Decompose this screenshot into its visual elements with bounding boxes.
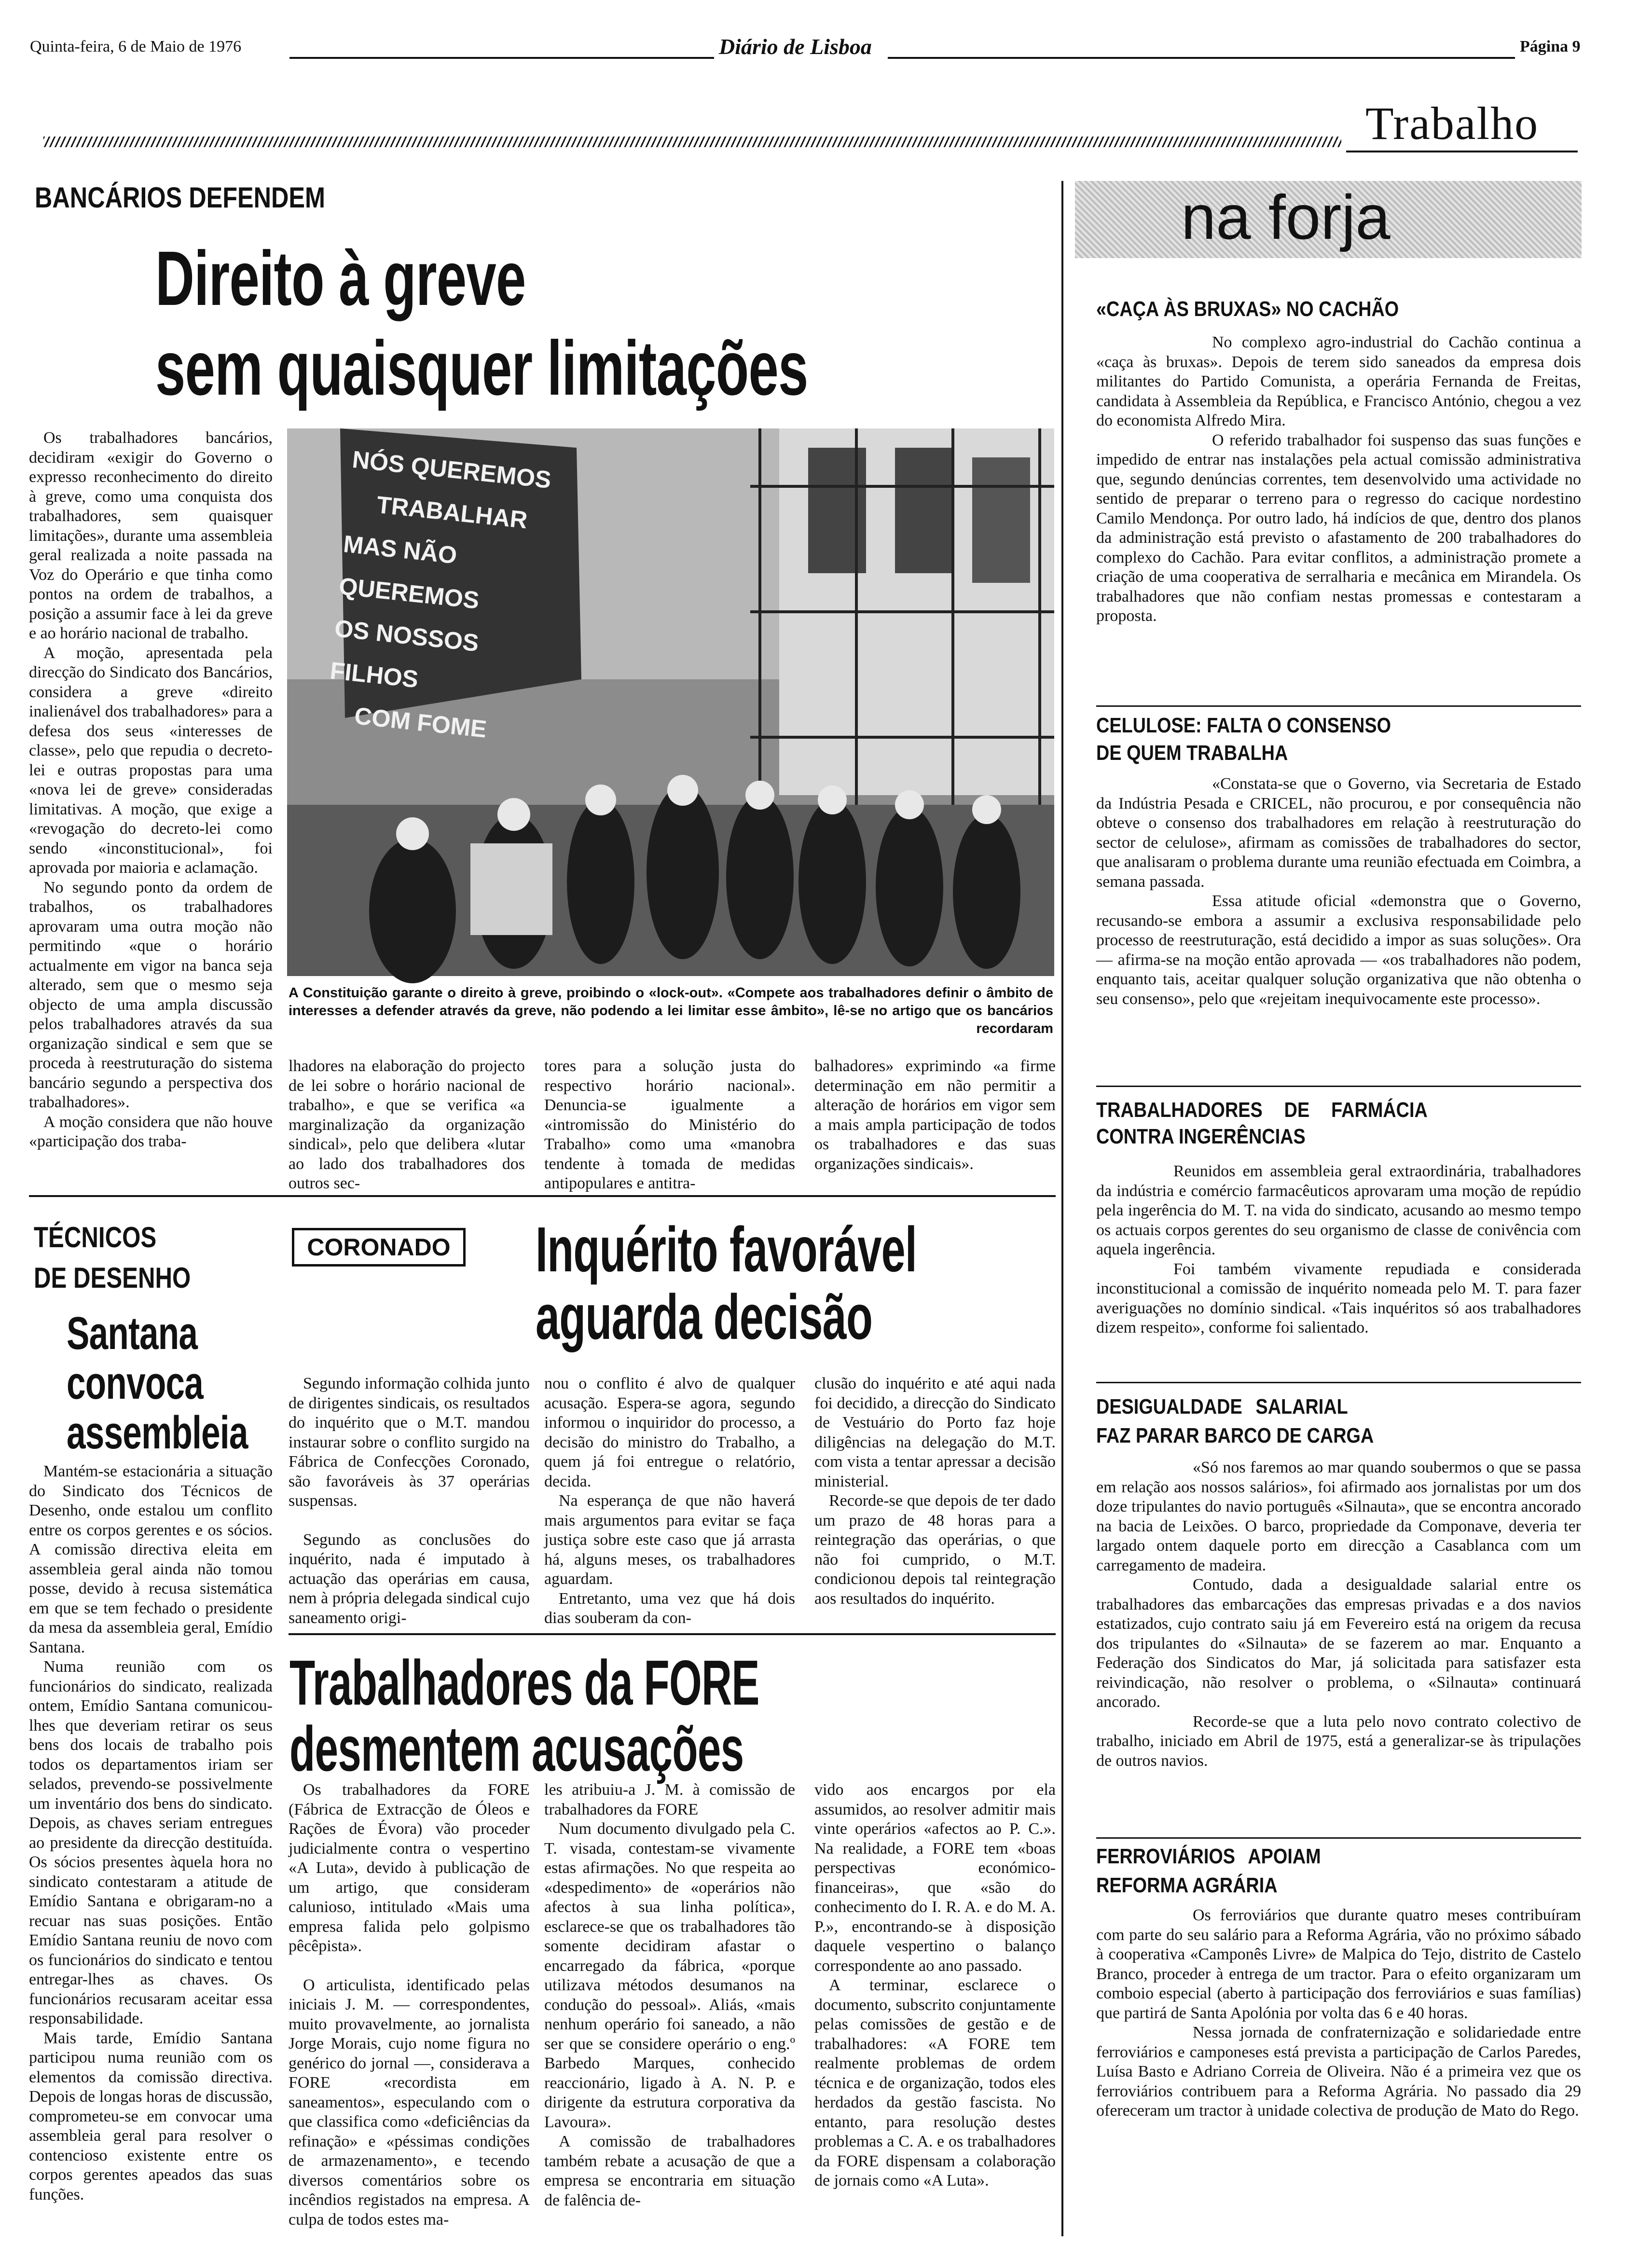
photo-banner-line5: COM FOME xyxy=(353,702,488,743)
masthead-paper: Diário de Lisboa xyxy=(719,34,872,59)
main-col4 xyxy=(814,1057,1056,1184)
fore-col2-p1: les atribuiu-a J. M. à comissão de trabalhadores da FORE xyxy=(544,1781,795,1818)
fore-headline-1: Trabalhadores da FORE xyxy=(289,1647,759,1718)
tecnicos-headline-3: assembleia xyxy=(67,1407,248,1459)
photo-banner-line4: OS NOSSOS FILHOS xyxy=(329,614,480,693)
coronado-col1-p1: Segundo informação colhida junto de dirigentes sindicais, os resultados do inquérito que o M.T. mandou instaurar sobre o conflito surgido na Fábrica de Confecções Coronado, são favoráveis às 37 operárias suspensas. xyxy=(289,1375,530,1510)
coronado-label: CORONADO xyxy=(292,1228,466,1267)
tecnicos-p2: Numa reunião com os funcionários do sindicato, realizada ontem, Emídio Santana comunicou-lhes que deveriam retirar os seus bens dos locais de trabalho pois todos os departamentos iriam ser selados, prevendo-se possivelmente um inventário dos bens do sindicato. Depois, as chaves seriam entregues ao presidente da direcção destituída. Os sócios presentes àquela hora no sindicato contestaram a atitude de Emídio Santana e obrigaram-no a recuar nas suas posições. Então Emídio Santana reuniu de novo com os funcionários do sindicato e tentou entregar-lhes as chaves. Os funcionários recusaram aceitar essa responsabilidade. xyxy=(29,1658,273,2027)
sidebar-ferroviarios-body xyxy=(1096,1906,1581,2239)
tecnicos-kicker-2: DE DESENHO xyxy=(34,1262,191,1294)
fore-col1-p1: Os trabalhadores da FORE (Fábrica de Extracção de Óleos e Rações de Évora) vão proceder judicialmente contra o vespertino «A Luta», devido à publicação de um artigo, que consideram calunioso, intitulado «Mais uma empresa falida pelo golpismo pêcêpista». xyxy=(289,1781,530,1955)
sidebar-cachao-body xyxy=(1096,333,1581,700)
sidebar-rule-3 xyxy=(1096,1382,1581,1383)
masthead-page: Página 9 xyxy=(1520,38,1581,55)
main-photo xyxy=(287,428,1054,976)
fore-col2-p3: A comissão de trabalhadores também rebate a acusação de que a empresa se encontraria em situação de falência de- xyxy=(544,2133,795,2209)
sidebar-rule-2 xyxy=(1096,1086,1581,1087)
coronado-col2 xyxy=(544,1374,795,1627)
sidebar-farmacia-p2: Foi também vivamente repudiada e considerada inconstitucional a comissão de inquérito nomeada pelo M. T. para fazer averiguações no domínio sindical. «Tais inquéritos só aos trabalhadores dizem respeito», conforme foi salientado. xyxy=(1096,1260,1581,1336)
main-col1 xyxy=(29,428,273,1184)
fore-col2-p2: Num documento divulgado pela C. T. visada, contestam-se vivamente estas afirmações. No que respeita ao «despedimento» de «operários não afectos à sua linha política», esclarece-se que os trabalhadores tão somente decidiram afastar o encarregado da fábrica, «porque utilizava métodos desumanos na condução do pessoal». Aliás, «mais nenhum operário foi saneado, a não ser que se considere operário o eng.º Barbedo Marques, conhecido reaccionário, ligado à A. N. P. e dirigente da estrutura corporativa da Lavoura». xyxy=(544,1820,795,2131)
main-headline-line2: sem quaisquer limitações xyxy=(155,325,808,411)
sidebar-salarial-body xyxy=(1096,1458,1581,1834)
tecnicos-headline-1: Santana xyxy=(67,1308,198,1359)
sidebar-salarial-p1: «Só nos faremos ao mar quando soubermos o que se passa em relação aos nossos salários», foi afirmado aos jornalistas por um dos doze tripulantes do navio português «Silnauta», que se encontra ancorado na bacia de Leixões. O barco, propriedade da Componave, deveria ter largado ontem daquele porto em direcção a Casablanca com um carregamento de madeira. xyxy=(1096,1459,1581,1574)
masthead-rule-right xyxy=(888,57,1515,59)
fore-col2 xyxy=(544,1780,795,2234)
sidebar-celulose-body xyxy=(1096,774,1581,1083)
sidebar-heading-ferroviarios-2: REFORMA AGRÁRIA xyxy=(1096,1873,1278,1897)
sidebar-title-box xyxy=(1075,181,1582,258)
fore-headline-2: desmentem acusações xyxy=(289,1713,744,1784)
sidebar-heading-cachao: «CAÇA ÀS BRUXAS» NO CACHÃO xyxy=(1096,297,1399,321)
sidebar-divider xyxy=(1061,181,1063,2236)
tecnicos-body xyxy=(29,1462,273,2227)
sidebar-heading-salarial-2: FAZ PARAR BARCO DE CARGA xyxy=(1096,1424,1374,1447)
sidebar-cachao-p1: No complexo agro-industrial do Cachão continua a «caça às bruxas». Depois de terem sido saneados da empresa dois militantes do Partido Comunista, a operária Fernanda de Freitas, candidata à Assembleia da República, e Francisco António, chegou a vez do economista Alfredo Mira. xyxy=(1096,333,1581,429)
coronado-col2-p3: Entretanto, uma vez que há dois dias souberam da con- xyxy=(544,1589,795,1627)
sidebar-heading-ferroviarios-1: FERROVIÁRIOS APOIAM xyxy=(1096,1845,1321,1868)
coronado-col3-p2: Recorde-se que depois de ter dado um prazo de 48 horas para a reintegração das operárias, o que não foi cumprido, o M.T. condicionou depois tal reintegração aos resultados do inquérito. xyxy=(814,1492,1056,1608)
sidebar-salarial-p3: Recorde-se que a luta pelo novo contrato colectivo de trabalho, iniciado em Abril de 1975, está a generalizar-se às tripulações de outros navios. xyxy=(1096,1712,1581,1770)
masthead-rule-left xyxy=(289,57,714,59)
main-headline-line1: Direito à greve xyxy=(155,235,526,321)
main-kicker: BANCÁRIOS DEFENDEM xyxy=(35,181,326,214)
section-rule xyxy=(1346,151,1578,152)
sidebar-heading-salarial-1: DESIGUALDADE SALARIAL xyxy=(1096,1395,1348,1418)
coronado-col3 xyxy=(814,1374,1056,1615)
section-hatch-band xyxy=(43,137,1341,147)
main-col1-p4: A moção considera que não houve «participação dos traba- xyxy=(29,1113,273,1150)
main-col1-p2: A moção, apresentada pela direcção do Sindicato dos Bancários, considera a greve «direito inalienável dos trabalhadores» para a defesa dos seus «interesses de classe», pelo que repudia o decreto-lei e outras propostas para uma «nova lei de greve» consideradas limitativas. A moção, que exige a «revogação do decreto-lei como sendo «inconstitucional», foi aprovada por maioria e aclamação. xyxy=(29,644,273,877)
main-col2-text: lhadores na elaboração do projecto de lei sobre o horário nacional de trabalho», e que se verifica «a marginalização da organização sindical», pelo que delibera «lutar ao lado dos trabalhadores dos outros sec- xyxy=(289,1057,525,1192)
fore-col3-p1: vido aos encargos por ela assumidos, ao resolver admitir mais vinte operários «afectos ao P. C.». Na realidade, a FORE tem «boas perspectivas económico-financeiras», que «são do conhecimento do I. R. A. e do M. A. P.», encontrando-se à disposição daquele vespertino o balanço correspondente ao ano passado. xyxy=(814,1781,1056,1975)
coronado-col1 xyxy=(289,1374,530,1627)
sidebar-celulose-p1: «Constata-se que o Governo, via Secretaria de Estado da Indústria Pesada e CRICEL, não procurou, e por consequência não obteve o consenso dos trabalhadores em relação à reestruturação do sector de celulose», afirmam as comissões de trabalhadores do sector, que analisaram o problema durante uma reunião efectuada em Coimbra, a semana passada. xyxy=(1096,775,1581,891)
coronado-col2-p1: nou o conflito é alvo de qualquer acusação. Espera-se agora, segundo informou o inquiridor do processo, a decisão do ministro do Trabalho, a quem já foi entregue o relatório, decida. xyxy=(544,1375,795,1490)
sidebar-salarial-p2: Contudo, dada a desigualdade salarial entre os trabalhadores das embarcações das empresas privadas e a dos navios estatizados, cujo contrato saiu já em Fevereiro está na origem da recusa dos tripulantes do «Silnauta» de se fazerem ao mar. Enquanto a Federação dos Sindicatos do Mar, já solicitada para satisfazer esta reivindicação, não resolver o problema, o «Silnauta» continuará ancorado. xyxy=(1096,1576,1581,1711)
fore-col1 xyxy=(289,1780,530,2234)
sidebar-farmacia-body xyxy=(1096,1162,1581,1379)
coronado-headline-1: Inquérito favorável xyxy=(536,1214,917,1285)
main-col3 xyxy=(544,1057,795,1192)
main-col4-text: balhadores» exprimindo «a firme determinação em não permitir a alteração de horários em vigor sem a mais ampla participação de todos os trabalhadores e das suas organizações sindicais». xyxy=(814,1057,1056,1173)
photo-banner-line1: NÓS QUEREMOS xyxy=(351,445,553,494)
coronado-col2-p2: Na esperança de que não haverá mais argumentos para evitar se faça justiça sobre este caso que já arrasta há, alguns meses, os trabalhadores aguardam. xyxy=(544,1492,795,1588)
main-col1-p3: No segundo ponto da ordem de trabalhos, os trabalhadores aprovaram uma outra moção não permitindo «que o horário actualmente em vigor na banca seja alterado, sem que o mesmo seja objecto de uma ampla discussão pelos trabalhadores através da sua organização sindical e sem que se proceda à reestruturação do sistema bancário segundo a perspectiva dos trabalhadores». xyxy=(29,878,273,1111)
sidebar-title: na forja xyxy=(1181,182,1390,252)
sidebar-rule-4 xyxy=(1096,1837,1581,1839)
tecnicos-p1: Mantém-se estacionária a situação do Sindicato dos Técnicos de Desenho, onde estalou um conflito entre os corpos gerentes e os sócios. A comissão directiva eleita em assembleia geral ainda não tomou posse, devido à recusa sistemática em que se tem fechado o presidente da mesa da assembleia geral, Emídio Santana. xyxy=(29,1462,273,1656)
main-bottom-rule xyxy=(29,1195,1056,1197)
coronado-col3-p1: clusão do inquérito e até aqui nada foi decidido, a direcção do Sindicato de Vestuário do Porto faz hoje diligências na delegação do M.T. com vista a tentar apressar a decisão ministerial. xyxy=(814,1375,1056,1490)
main-col3-text: tores para a solução justa do respectivo horário nacional». Denuncia-se igualmente a «intromissão do Ministério do Trabalho» como uma «manobra tendente à tomada de medidas antipopulares e antitra- xyxy=(544,1057,795,1192)
sidebar-heading-farmacia-2: CONTRA INGERÊNCIAS xyxy=(1096,1125,1306,1148)
coronado-headline-2: aguarda decisão xyxy=(536,1281,873,1352)
fore-col1-p2: O articulista, identificado pelas iniciais J. M. — correspondentes, muito provavelmente, ao jornalista Jorge Morais, cujo nome figura no genérico do jornal —, considerava a FORE «recordista em saneamentos», especulando com o que classifica como «deficiências da refinação» e «péssimas condições de armazenamento», e tecendo diversos comentários sobre os incêndios registados na empresa. A culpa de todos estes ma- xyxy=(289,1976,530,2229)
sidebar-rule-1 xyxy=(1096,705,1581,707)
section-title: Trabalho xyxy=(1365,97,1539,149)
sidebar-ferroviarios-p1: Os ferroviários que durante quatro meses contribuíram com parte do seu salário para a Reforma Agrária, vão no próximo sábado à cooperativa «Camponês Livre» de Malpica do Tejo, distrito de Castelo Branco, proceder à entrega de um tractor. Para o efeito organizaram um comboio especial (aberto à participação dos ferroviários e suas famílias) que partirá de Santa Apolónia por volta das 6 e 40 horas. xyxy=(1096,1906,1581,2022)
tecnicos-p3: Mais tarde, Emídio Santana participou numa reunião com os elementos da comissão directiva. Depois de longas horas de discussão, comprometeu-se em convocar uma assembleia geral para resolver o contencioso existente entre os corpos gerentes apeados das suas funções. xyxy=(29,2029,273,2203)
masthead-date: Quinta-feira, 6 de Maio de 1976 xyxy=(30,38,242,55)
photo-banner-line3: MAS NÃO QUEREMOS xyxy=(337,530,481,614)
sidebar-ferroviarios-p2: Nessa jornada de confraternização e solidariedade entre ferroviários e camponeses está prevista a participação de Carlos Paredes, Luísa Basto e Adriano Correia de Oliveira. Não é a primeira vez que os ferroviários contribuem para a Reforma Agrária. No passado dia 29 ofereceram um tractor à unidade colectiva de produção de Mato do Rego. xyxy=(1096,2024,1581,2120)
main-col1-p1: Os trabalhadores bancários, decidiram «exigir do Governo o expresso reconhecimento do direito à greve, como uma conquista dos trabalhadores, sem quaisquer limitações», durante uma assembleia geral realizada a noite passada na Voz do Operário e que tinha como pontos na ordem de trabalhos, a posição a assumir face à lei da greve e ao horário nacional de trabalho. xyxy=(29,429,273,642)
photo-caption: A Constituição garante o direito à greve, proibindo o «lock-out». «Compete aos trabalhadores definir o âmbito de interesses a defender através da greve, não podendo a lei limitar esse âmbito», lê-se no artigo que os bancários recordaram xyxy=(289,985,1053,1036)
tecnicos-headline-2: convoca xyxy=(67,1357,204,1409)
photo-banner-line2: TRABALHAR xyxy=(375,491,529,534)
sidebar-heading-celulose-2: DE QUEM TRABALHA xyxy=(1096,741,1288,765)
sidebar-celulose-p2: Essa atitude oficial «demonstra que o Governo, recusando-se embora a assumir a exclusiva responsabilidade pelo processo de reestruturação, está decidido a impor as suas soluções». Ora — afirma-se na moção então aprovada — «os trabalhadores não podem, enquanto tais, aceitar qualquer solução organizativa que não obtenha o seu consenso», pelo que «rejeitam inequivocamente este processo». xyxy=(1096,892,1581,1008)
photo-banner-text xyxy=(324,438,576,757)
sidebar-farmacia-p1: Reunidos em assembleia geral extraordinária, trabalhadores da indústria e comércio farmacêuticos aprovaram uma moção de repúdio pela ingerência do M. T. na vida do sindicato, acusando ao mesmo tempo os actuais corpos gerentes do seu organismo de classe de conivência com aquela ingerência. xyxy=(1096,1162,1581,1258)
sidebar-heading-celulose-1: CELULOSE: FALTA O CONSENSO xyxy=(1096,714,1391,737)
fore-col3 xyxy=(814,1780,1056,2234)
tecnicos-kicker-1: TÉCNICOS xyxy=(34,1221,157,1253)
main-col2 xyxy=(289,1057,525,1192)
coronado-col1-p2: Segundo as conclusões do inquérito, nada é imputado à actuação das operárias em causa, nem à própria delegada sindical cujo saneamento origi- xyxy=(289,1530,530,1627)
coronado-bottom-rule xyxy=(289,1633,1056,1635)
fore-col3-p2: A terminar, esclarece o documento, subscrito conjuntamente pelas comissões de gestão e de trabalhadores: «A FORE tem realmente problemas de ordem técnica e de organização, todos eles herdados da gestão fascista. No entanto, para resolução destes problemas a C. A. e os trabalhadores da FORE dispensam a colaboração de jornais como «A Luta». xyxy=(814,1976,1056,2189)
sidebar-heading-farmacia-1: TRABALHADORES DE FARMÁCIA xyxy=(1096,1098,1428,1122)
sidebar-cachao-p2: O referido trabalhador foi suspenso das suas funções e impedido de entrar nas instalações pela actual comissão administrativa que, segundo denúncias correntes, tem desenvolvido uma actividade no sentido de preparar o terreno para o regresso do cacique nordestino Camilo Mendonça. Por outro lado, há indícios de que, dentro dos planos da administração está previsto o afastamento de 200 trabalhadores do complexo do Cachão. Para evitar conflitos, a administração promete a criação de uma cooperativa de serralharia e mecânica em Mirandela. Os trabalhadores que não confiam nestas promessas e contestaram a proposta. xyxy=(1096,431,1581,625)
